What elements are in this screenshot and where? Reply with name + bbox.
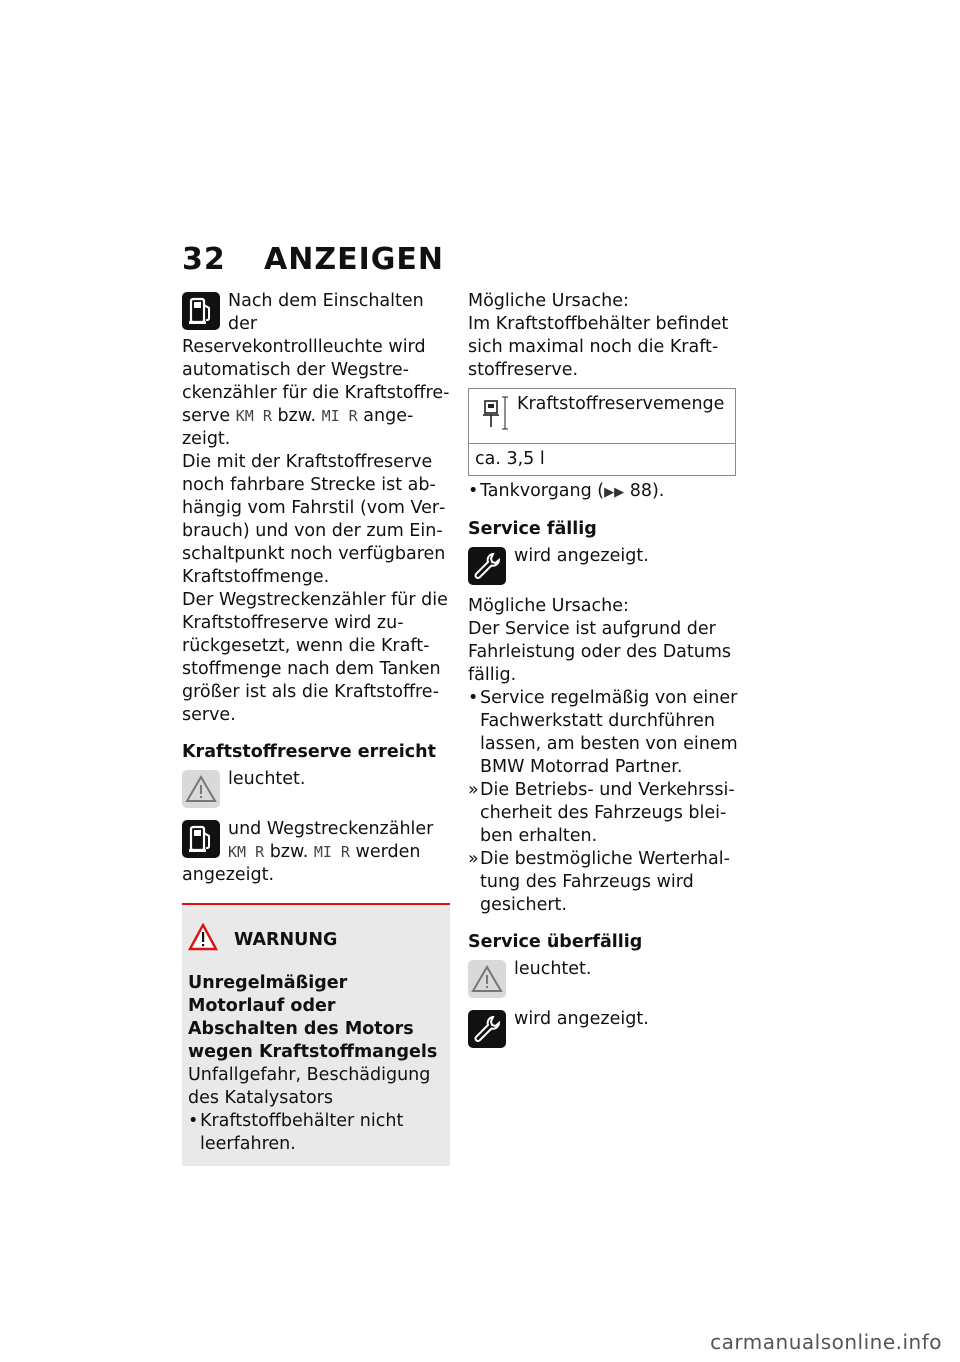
code-mi-r: MI R	[313, 843, 350, 861]
warning-subtitle: Unregelmäßiger Motorlauf oder Abschalten des Motors wegen Kraftstoffmangels	[188, 973, 438, 1062]
service-shown-text: wird angezeigt.	[514, 546, 649, 566]
overdue-shown-text: wird angezeigt.	[514, 1009, 649, 1029]
refuel-list	[468, 480, 738, 504]
code-mi-r: MI R	[321, 407, 358, 425]
section-heading-reserve: Kraftstoffreserve erreicht	[182, 742, 436, 762]
section-heading-service-due: Service fällig	[468, 519, 597, 539]
watermark: carmanualsonline.info	[710, 1330, 942, 1354]
page-title: ANZEIGEN	[264, 242, 444, 277]
warning-box	[182, 903, 450, 1166]
page-header	[182, 242, 444, 277]
warning-description: Unfallgefahr, Beschädigung des Katalysators	[188, 1065, 431, 1108]
code-km-r: KM R	[235, 407, 272, 425]
fuel-reserve-icon	[182, 820, 220, 858]
fuel-pump-icon	[475, 393, 509, 440]
intro-paragraph-1: Nach dem Einschalten der Reservekontrollleuchte wird automatisch der Wegstreckenzähler für die Kraftstoffreserve KM R bzw. MI R angezeigt.	[182, 291, 450, 449]
cause-text: Im Kraftstoffbehälter befindet sich maximal noch die Kraftstoffreserve.	[468, 314, 729, 380]
page-number: 32	[182, 242, 226, 277]
wrench-icon	[468, 547, 506, 585]
warning-red-triangle-icon	[188, 923, 218, 958]
code-km-r: KM R	[228, 843, 265, 861]
warning-list	[188, 1110, 444, 1156]
intro-paragraph-2: Die mit der Kraftstoffreserve noch fahrbare Strecke ist abhängig vom Fahrstil (vom Verbrauch) und von der zum Einschaltpunkt noch verfügbaren Kraftstoffmenge.	[182, 452, 446, 587]
cause-label: Mögliche Ursache:	[468, 291, 629, 311]
list-item: • Tankvorgang (▶▶ 88).	[468, 481, 665, 501]
warning-triangle-icon	[182, 770, 220, 808]
list-item: » Die Betriebs- und Verkehrssicherheit des Fahrzeugs bleiben erhalten.	[468, 780, 735, 846]
fuel-reserve-icon	[182, 292, 220, 330]
table-value-cell: ca. 3,5 l	[469, 444, 736, 476]
list-item: • Service regelmäßig von einer Fachwerkstatt durchführen lassen, am besten von einem BMW Motorrad Partner.	[468, 688, 738, 777]
right-column	[468, 290, 738, 1050]
intro-paragraph-3: Der Wegstreckenzähler für die Kraftstoffreserve wird zurückgesetzt, wenn die Kraftstoffmenge nach dem Tanken größer ist als die Kraftstoffreserve.	[182, 590, 448, 725]
page-reference-arrow-icon: ▶▶	[604, 485, 625, 500]
left-column	[182, 290, 450, 1166]
table-header-cell: Kraftstoffreservemenge	[469, 389, 736, 444]
odometer-shown-text: und Wegstreckenzähler KM R bzw. MI R werden angezeigt.	[182, 819, 434, 885]
list-item: • Kraftstoffbehälter nicht leerfahren.	[188, 1111, 404, 1154]
wrench-icon	[468, 1010, 506, 1048]
service-list	[468, 687, 738, 917]
cause-label-2: Mögliche Ursache:	[468, 596, 629, 616]
list-item: » Die bestmögliche Werterhaltung des Fahrzeugs wird gesichert.	[468, 849, 730, 915]
warning-triangle-icon	[468, 960, 506, 998]
page-link[interactable]: 88).	[624, 481, 665, 501]
cause-text-2: Der Service ist aufgrund der Fahrleistung oder des Datums fällig.	[468, 619, 732, 685]
lit-text: leuchtet.	[228, 769, 306, 789]
overdue-lit-text: leuchtet.	[514, 959, 592, 979]
section-heading-service-overdue: Service überfällig	[468, 932, 643, 952]
fuel-reserve-table	[468, 388, 736, 476]
warning-title: WARNUNG	[188, 923, 444, 958]
